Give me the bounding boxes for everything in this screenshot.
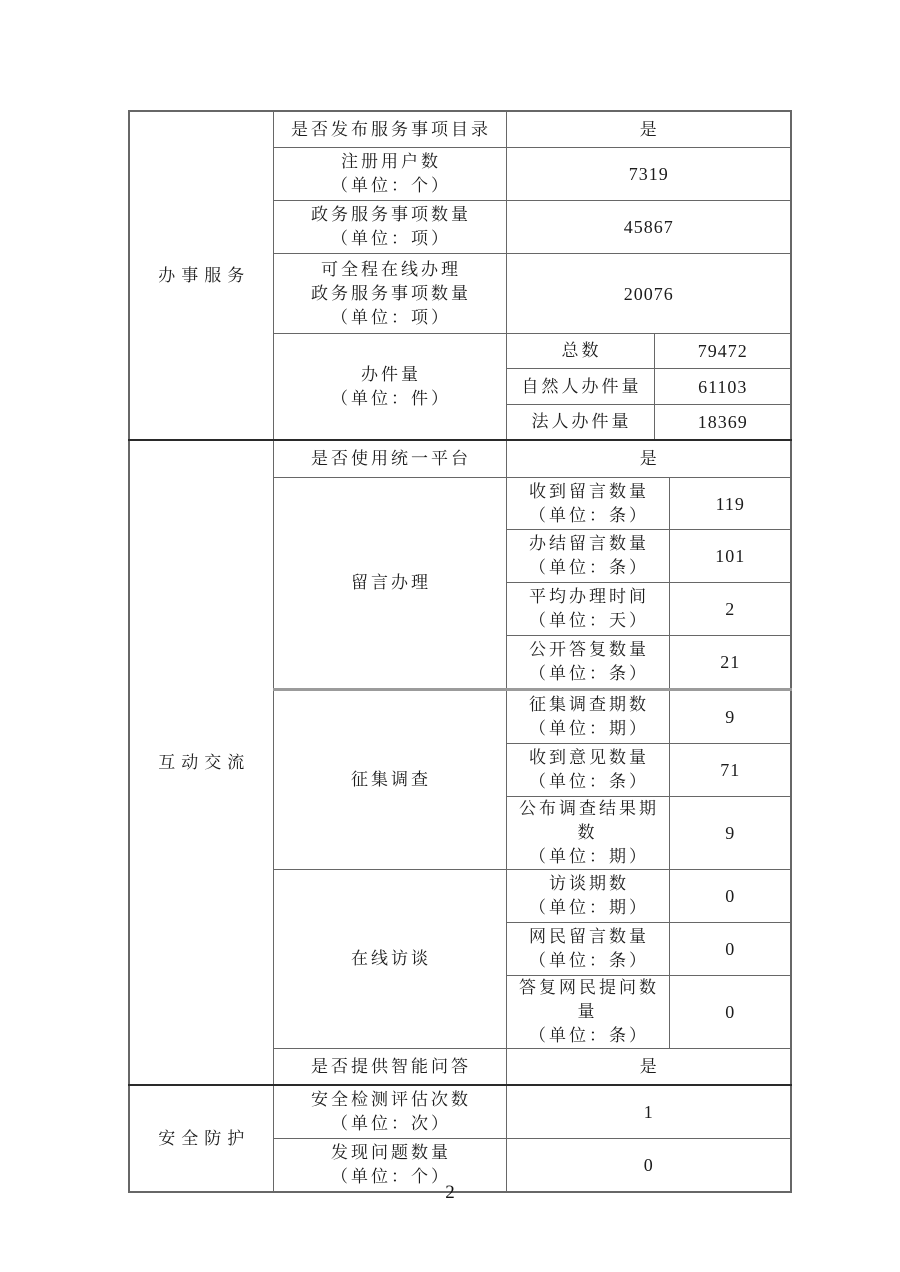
label-text: 公开答复数量: [529, 640, 649, 659]
table-row: [129, 1085, 791, 1139]
sub-label-cases-natural: 自然人办件量: [506, 369, 654, 405]
row-label-catalog: 是否发布服务事项目录: [273, 111, 506, 148]
sub-label-messages-resolved: [506, 530, 669, 583]
unit-text: （单位：条）: [529, 505, 649, 525]
row-value-security-checks: 1: [506, 1085, 791, 1139]
label-text: 安全检测评估次数: [311, 1090, 471, 1109]
row-label-cases: [273, 334, 506, 441]
gov-service-report-table: [128, 110, 792, 1193]
group-label-service: 办事服务: [129, 111, 273, 440]
sub-label-opinions-received: [506, 744, 669, 797]
sub-label-average-time: [506, 583, 669, 636]
row-label-unified-platform: 是否使用统一平台: [273, 440, 506, 478]
unit-text: （单位：条）: [529, 772, 649, 791]
row-label-security-checks: [273, 1085, 506, 1139]
unit-text: （单位：条）: [529, 1026, 649, 1045]
row-label-survey: 征集调查: [273, 690, 506, 870]
group-label-interaction: 互动交流: [129, 440, 273, 1085]
label-text: 政务服务事项数量: [311, 205, 471, 224]
sub-value-messages-resolved: 101: [669, 530, 791, 583]
page-number: 2: [445, 1182, 455, 1203]
label-text: 平均办理时间: [529, 587, 649, 606]
label-text: 发现问题数量: [331, 1143, 451, 1162]
unit-text: （单位：期）: [529, 898, 649, 917]
unit-text: （单位：项）: [331, 307, 451, 327]
label-text: 注册用户数: [341, 152, 441, 171]
sub-label-interview-periods: [506, 870, 669, 923]
table-row: [129, 111, 791, 148]
row-value-service-items: 45867: [506, 201, 791, 254]
unit-text: （单位：个）: [331, 1167, 451, 1186]
label-text: 办件量: [361, 364, 421, 384]
sub-label-questions-answered: [506, 976, 669, 1049]
unit-text: （单位：天）: [529, 611, 649, 630]
unit-text: （单位：期）: [529, 719, 649, 738]
sub-value-public-replies: 21: [669, 636, 791, 690]
label-text: 公布调查结果期数: [519, 799, 659, 842]
label-text: 网民留言数量: [529, 927, 649, 946]
row-value-registered-users: 7319: [506, 148, 791, 201]
group-label-security: 安全防护: [129, 1085, 273, 1192]
label-text: 访谈期数: [549, 874, 629, 893]
row-label-registered-users: [273, 148, 506, 201]
unit-text: （单位：项）: [331, 229, 451, 248]
row-value-smart-qa: 是: [506, 1049, 791, 1086]
unit-text: （单位：条）: [529, 558, 649, 577]
row-value-problems-found: 0: [506, 1139, 791, 1193]
unit-text: （单位：期）: [529, 847, 649, 866]
label-text: 办结留言数量: [529, 534, 649, 553]
sub-value-cases-natural: 61103: [654, 369, 791, 405]
sub-value-results-published: 9: [669, 797, 791, 870]
row-value-online-items: 20076: [506, 254, 791, 334]
label-text: 收到意见数量: [529, 748, 649, 767]
sub-value-cases-total: 79472: [654, 334, 791, 369]
unit-text: （单位：件）: [331, 388, 451, 408]
table-row: [129, 440, 791, 478]
label-text: 可全程在线办理: [321, 259, 461, 279]
sub-value-interview-periods: 0: [669, 870, 791, 923]
row-label-service-items: [273, 201, 506, 254]
sub-label-results-published: [506, 797, 669, 870]
label-text: 征集调查期数: [529, 695, 649, 714]
sub-value-cases-legal: 18369: [654, 405, 791, 441]
row-value-catalog: 是: [506, 111, 791, 148]
sub-value-survey-periods: 9: [669, 690, 791, 744]
sub-value-messages-received: 119: [669, 478, 791, 530]
sub-label-cases-legal: 法人办件量: [506, 405, 654, 441]
label-text: 答复网民提问数量: [519, 978, 659, 1021]
row-value-unified-platform: 是: [506, 440, 791, 478]
label-text: 收到留言数量: [529, 481, 649, 501]
unit-text: （单位：个）: [331, 176, 451, 195]
sub-label-public-replies: [506, 636, 669, 690]
label-text: 政务服务事项数量: [311, 283, 471, 303]
row-label-interview: 在线访谈: [273, 870, 506, 1049]
sub-value-opinions-received: 71: [669, 744, 791, 797]
sub-label-messages-received: [506, 478, 669, 530]
sub-value-average-time: 2: [669, 583, 791, 636]
sub-value-netizen-messages: 0: [669, 923, 791, 976]
row-label-message-handling: 留言办理: [273, 478, 506, 690]
row-label-online-items: [273, 254, 506, 334]
sub-label-cases-total: 总数: [506, 334, 654, 369]
row-label-smart-qa: 是否提供智能问答: [273, 1049, 506, 1086]
sub-label-survey-periods: [506, 690, 669, 744]
sub-label-netizen-messages: [506, 923, 669, 976]
sub-value-questions-answered: 0: [669, 976, 791, 1049]
unit-text: （单位：次）: [331, 1114, 451, 1133]
unit-text: （单位：条）: [529, 951, 649, 970]
unit-text: （单位：条）: [529, 664, 649, 683]
